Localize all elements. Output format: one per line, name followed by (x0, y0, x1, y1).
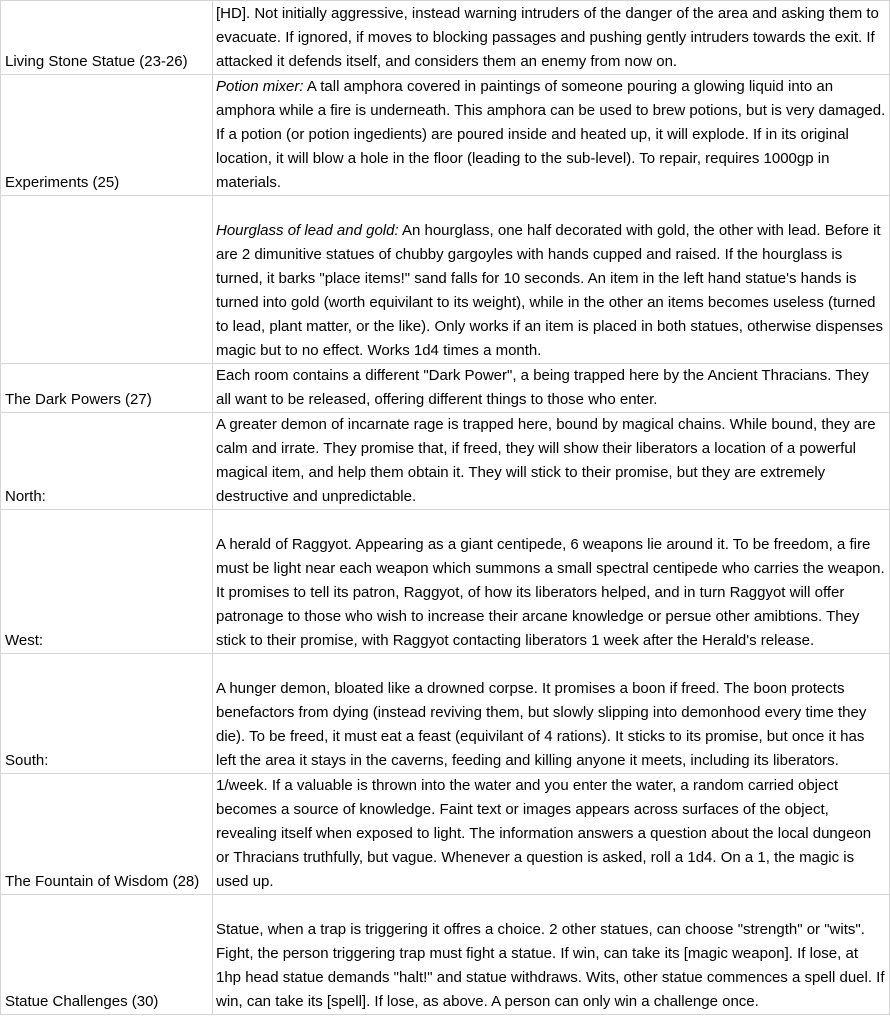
row-name: Experiments (25) (5, 174, 120, 191)
cell-description[interactable] (213, 413, 890, 510)
row-text: [HD]. Not initially aggressive, instead warning intruders of the danger of the area and asking them to evacuate. If ignored, if moves to blocking passages and pushing gently intruders towards the exit. If attacked it defends itself, and considers them an enemy from now on. (216, 5, 879, 70)
table-row (1, 895, 890, 1015)
cell-name[interactable] (1, 510, 213, 654)
cell-name[interactable] (1, 654, 213, 774)
row-text: A hunger demon, bloated like a drowned corpse. It promises a boon if freed. The boon protects benefactors from dying (instead reviving them, but slowly slipping into demonhood every time they die). To be freed, it must eat a feast (equivilant of 4 rations). It sticks to its promise, but once it has left the area it stays in the caverns, feeding and killing anyone it meets, including its liberators. (216, 680, 867, 769)
row-text: A tall amphora covered in paintings of someone pouring a glowing liquid into an amphora while a fire is underneath. This amphora can be used to brew potions, but is very damaged. If a potion (or potion ingedients) are poured inside and heated up, it will explode. If in its original location, it will blow a hole in the floor (leading to the sub-level). To repair, requires 1000gp in materials. (216, 78, 886, 191)
row-name: South: (5, 752, 49, 769)
row-name: The Fountain of Wisdom (28) (5, 873, 200, 890)
cell-description[interactable] (213, 75, 890, 196)
row-name: West: (5, 632, 44, 649)
row-text: A herald of Raggyot. Appearing as a giant centipede, 6 weapons lie around it. To be freedom, a fire must be light near each weapon which summons a small spectral centipede who carries the weapon. It promises to tell its patron, Raggyot, of how its liberators helped, and in turn Raggyot will offer patronage to those who wish to increase their arcane knowledge or persue other amibtions. They stick to their promise, with Raggyot contacting liberators 1 week after the Herald's release. (216, 536, 885, 649)
row-text: A greater demon of incarnate rage is trapped here, bound by magical chains. While bound, they are calm and irrate. They promise that, if freed, they will show their liberators a location of a powerful magical item, and help them obtain it. They will stick to their promise, but they are extremely destructive and unpredictable. (216, 416, 876, 505)
row-name: The Dark Powers (27) (5, 391, 152, 408)
row-text: Each room contains a different "Dark Power", a being trapped here by the Ancient Thracians. They all want to be released, offering different things to those who enter. (216, 367, 869, 408)
cell-description[interactable] (213, 895, 890, 1015)
row-text: Statue, when a trap is triggering it offres a choice. 2 other statues, can choose "strength" or "wits". Fight, the person triggering trap must fight a statue. If win, can take its [magic weapon]. If lose, at 1hp head statue demands "halt!" and statue withdraws. Wits, other statue commences a spell duel. If win, can take its [spell]. If lose, as above. A person can only win a challenge once. (216, 921, 885, 1010)
row-text: An hourglass, one half decorated with gold, the other with lead. Before it are 2 dimunitive statues of chubby gargoyles with hands cupped and raised. If the hourglass is turned, it barks "place items!" sand falls for 10 seconds. An item in the left hand statue's hands is turned into gold (worth equivilant to its weight), while in the other an items becomes useless (turned to lead, plant matter, or the like). Only works if an item is placed in both statues, otherwise dispenses magic but to no effect. Works 1d4 times a month. (216, 222, 883, 359)
table-row (1, 413, 890, 510)
cell-description[interactable] (213, 1, 890, 75)
row-name: Living Stone Statue (23-26) (5, 53, 188, 70)
cell-description[interactable] (213, 774, 890, 895)
row-name: Statue Challenges (30) (5, 993, 159, 1010)
cell-description[interactable] (213, 196, 890, 364)
cell-name[interactable] (1, 1, 213, 75)
table-row (1, 364, 890, 413)
cell-name[interactable] (1, 413, 213, 510)
table-row (1, 196, 890, 364)
table-row (1, 510, 890, 654)
cell-description[interactable] (213, 654, 890, 774)
cell-description[interactable] (213, 364, 890, 413)
row-italic-label: Hourglass of lead and gold: (216, 222, 399, 239)
cell-name[interactable] (1, 895, 213, 1015)
cell-name[interactable] (1, 75, 213, 196)
table-row (1, 1, 890, 75)
cell-name[interactable] (1, 774, 213, 895)
row-text: 1/week. If a valuable is thrown into the water and you enter the water, a random carried object becomes a source of knowledge. Faint text or images appears across surfaces of the object, revealing itself when exposed to light. The information answers a question about the local dungeon or Thracians truthfully, but vague. Whenever a question is asked, roll a 1d4. On a 1, the magic is used up. (216, 777, 872, 890)
cell-description[interactable] (213, 510, 890, 654)
cell-name[interactable] (1, 196, 213, 364)
table-row (1, 654, 890, 774)
cell-name[interactable] (1, 364, 213, 413)
row-italic-label: Potion mixer: (216, 78, 304, 95)
table-row (1, 75, 890, 196)
row-name: North: (5, 488, 46, 505)
table-row (1, 774, 890, 895)
